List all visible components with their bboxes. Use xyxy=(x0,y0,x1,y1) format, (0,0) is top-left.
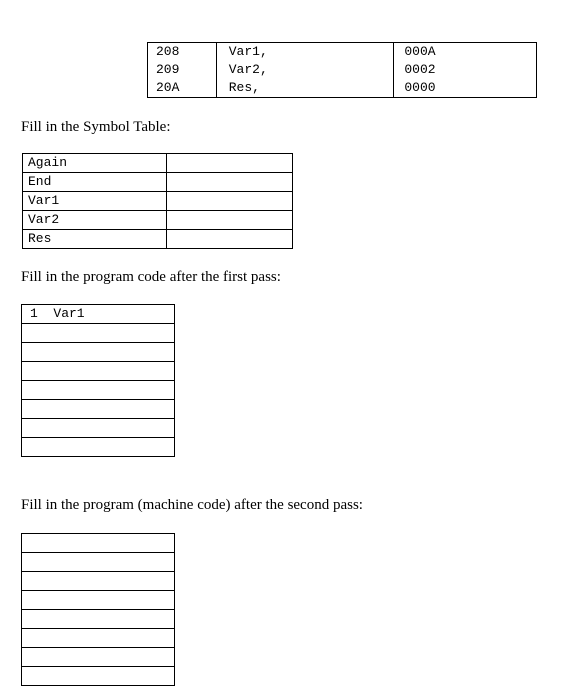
first-pass-row xyxy=(22,419,175,438)
symbol-row xyxy=(23,230,293,249)
first-pass-cell[interactable] xyxy=(22,400,175,419)
symbol-address-cell[interactable] xyxy=(167,230,293,249)
symbol-name: Again xyxy=(23,154,167,173)
first-pass-cell[interactable] xyxy=(22,324,175,343)
second-pass-cell[interactable] xyxy=(22,591,175,610)
symbol-address-cell[interactable] xyxy=(167,211,293,230)
memory-table xyxy=(147,42,537,98)
first-pass-cell[interactable] xyxy=(22,381,175,400)
symbol-row xyxy=(23,154,293,173)
first-pass-cell[interactable] xyxy=(22,343,175,362)
second-pass-row xyxy=(22,572,175,591)
first-pass-row xyxy=(22,343,175,362)
second-pass-row xyxy=(22,648,175,667)
second-pass-cell[interactable] xyxy=(22,572,175,591)
second-pass-cell[interactable] xyxy=(22,610,175,629)
symbol-row xyxy=(23,211,293,230)
first-pass-row xyxy=(22,305,175,324)
symbol-table-heading: Fill in the Symbol Table: xyxy=(21,119,171,135)
symbol-name: Var2 xyxy=(23,211,167,230)
memory-value: 0002 xyxy=(394,61,537,79)
first-pass-cell[interactable] xyxy=(22,419,175,438)
second-pass-row xyxy=(22,667,175,686)
memory-value: 000A xyxy=(394,43,537,62)
second-pass-row xyxy=(22,591,175,610)
memory-row xyxy=(148,43,537,62)
symbol-row xyxy=(23,192,293,211)
memory-spacer xyxy=(335,43,394,62)
second-pass-heading: Fill in the program (machine code) after the second pass: xyxy=(21,497,363,513)
first-pass-row xyxy=(22,381,175,400)
second-pass-cell[interactable] xyxy=(22,667,175,686)
first-pass-cell[interactable] xyxy=(22,438,175,457)
second-pass-cell[interactable] xyxy=(22,553,175,572)
memory-instruction: Var2, xyxy=(228,62,268,77)
second-pass-cell[interactable] xyxy=(22,534,175,553)
memory-instruction: Res, xyxy=(216,79,335,98)
symbol-address-cell[interactable] xyxy=(167,154,293,173)
symbol-row xyxy=(23,173,293,192)
second-pass-row xyxy=(22,534,175,553)
first-pass-row xyxy=(22,324,175,343)
second-pass-row xyxy=(22,610,175,629)
symbol-name: Res xyxy=(23,230,167,249)
symbol-address-cell[interactable] xyxy=(167,173,293,192)
first-pass-cell[interactable] xyxy=(22,362,175,381)
second-pass-row xyxy=(22,629,175,648)
first-pass-heading: Fill in the program code after the first pass: xyxy=(21,269,281,285)
symbol-address-cell[interactable] xyxy=(167,192,293,211)
second-pass-table xyxy=(21,533,175,686)
first-pass-table xyxy=(21,304,175,457)
second-pass-cell[interactable] xyxy=(22,629,175,648)
first-pass-row xyxy=(22,362,175,381)
memory-spacer xyxy=(335,61,394,79)
memory-instruction: Var1, xyxy=(216,43,335,62)
memory-spacer xyxy=(335,79,394,98)
memory-address: 20A xyxy=(148,79,217,98)
symbol-name: End xyxy=(23,173,167,192)
memory-address: 208 xyxy=(148,43,217,62)
memory-row xyxy=(148,61,537,79)
symbol-table xyxy=(22,153,293,249)
second-pass-cell[interactable] xyxy=(22,648,175,667)
memory-value: 0000 xyxy=(394,79,537,98)
first-pass-row xyxy=(22,400,175,419)
symbol-name: Var1 xyxy=(23,192,167,211)
memory-address: 209 xyxy=(148,61,217,79)
second-pass-row xyxy=(22,553,175,572)
memory-row xyxy=(148,79,537,98)
first-pass-row xyxy=(22,438,175,457)
first-pass-cell[interactable]: 1 Var1 xyxy=(22,305,175,324)
